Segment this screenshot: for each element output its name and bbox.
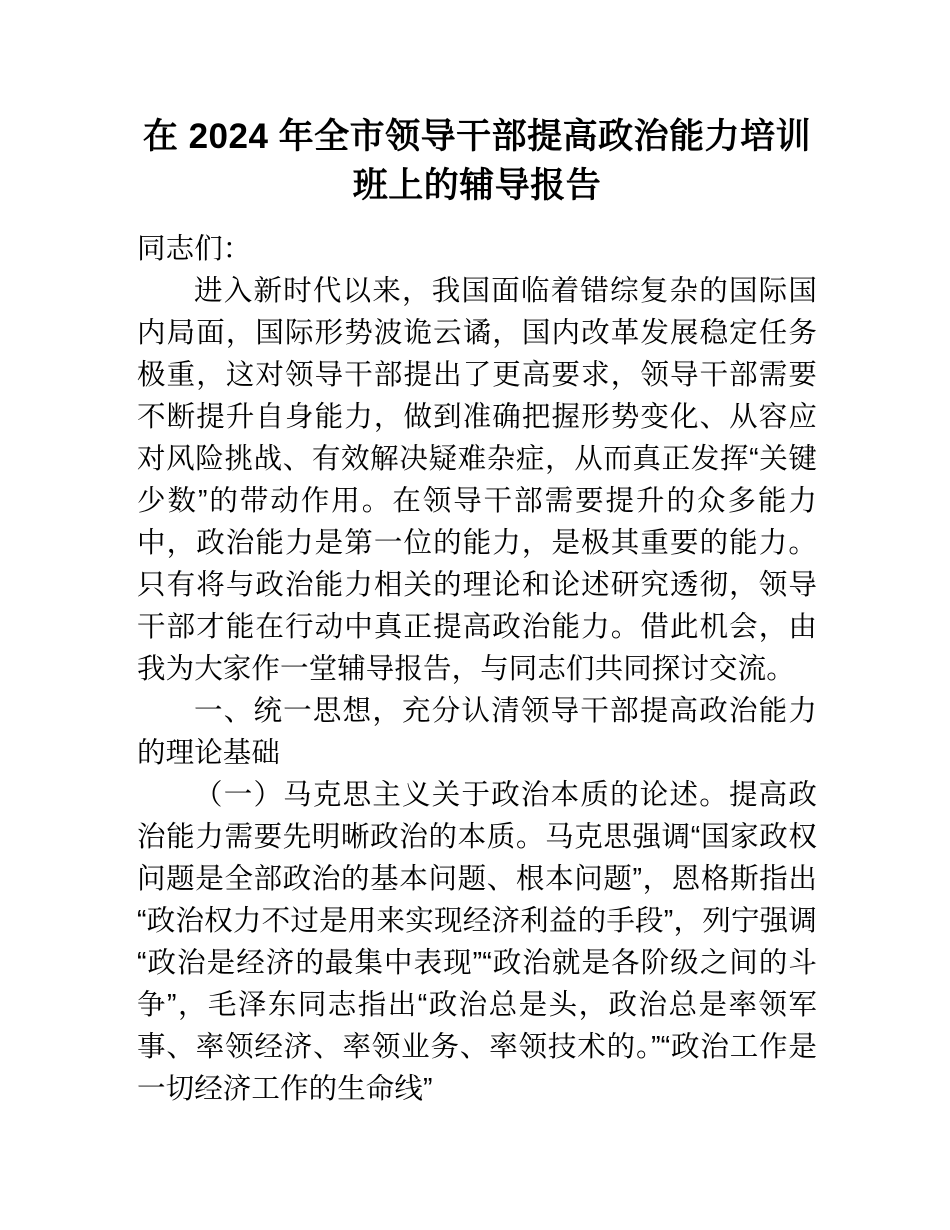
document-body: [137, 112, 817, 1110]
paragraph-opening: 进入新时代以来，我国面临着错综复杂的国际国内局面，国际形势波诡云谲，国内改革发展稳定任务极重，这对领导干部提出了更高要求，领导干部需要不断提升自身能力，做到准确把握形势变化、从容应对风险挑战、有效解决疑难杂症，从而真正发挥“关键少数”的带动作用。在领导干部需要提升的众多能力中，政治能力是第一位的能力，是极其重要的能力。只有将与政治能力相关的理论和论述研究透彻，领导干部才能在行动中真正提高政治能力。借此机会，由我为大家作一堂辅导报告，与同志们共同探讨交流。: [137, 275, 817, 685]
paragraph-subsection-one-a: （一）马克思主义关于政治本质的论述。提高政治能力需要先明晰政治的本质。马克思强调“国家政权问题是全部政治的基本问题、根本问题”，恩格斯指出“政治权力不过是用来实现经济利益的手段”，列宁强调“政治是经济的最集中表现”“政治就是各阶级之间的斗争”，毛泽东同志指出“政治总是头，政治总是率领军事、率领经济、率领业务、率领技术的。”“政治工作是一切经济工作的生命线”: [137, 779, 817, 1105]
section-heading-one: 一、统一思想，充分认清领导干部提高政治能力的理论基础: [137, 695, 817, 769]
salutation-paragraph: 同志们：: [137, 233, 252, 265]
page-title: 在 2024 年全市领导干部提高政治能力培训班上的辅导报告: [142, 117, 812, 205]
